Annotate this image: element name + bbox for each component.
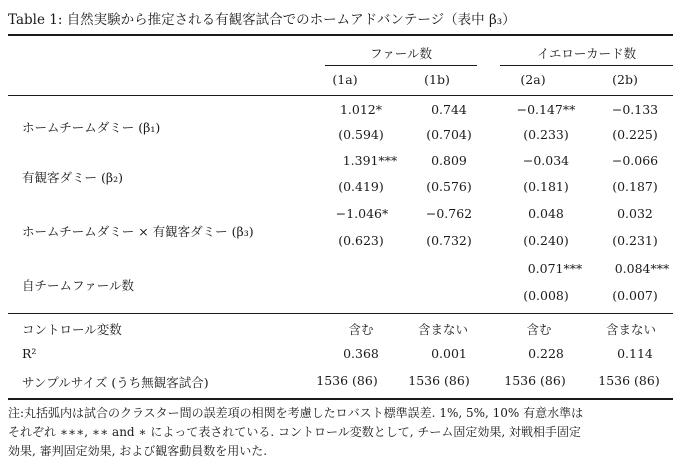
- stat-cell: 0.228: [528, 346, 564, 361]
- stat-cell: 含まない: [417, 322, 468, 337]
- coef-cell: 0.048: [528, 206, 564, 221]
- coef-cell: 0.032: [617, 206, 653, 221]
- se-cell: (0.576): [426, 179, 472, 194]
- stat-cell: 1536 (86): [504, 373, 566, 388]
- se-cell: (0.623): [338, 233, 384, 248]
- stat-label: サンプルサイズ (うち無観客試合): [22, 375, 209, 390]
- header-rule: [8, 95, 673, 96]
- row-label: ホームチームダミー × 有観客ダミー (β₃): [22, 224, 254, 239]
- row-label: ホームチームダミー (β₁): [22, 120, 161, 135]
- table-caption: [8, 8, 516, 28]
- stat-cell: 0.114: [617, 346, 653, 361]
- coef-cell: 1.012*: [339, 102, 383, 117]
- coef-cell: −0.762: [425, 206, 473, 221]
- bottom-rule: [8, 398, 673, 400]
- column-label: (1b): [424, 72, 450, 87]
- coef-cell: 1.391***: [342, 153, 398, 168]
- group-underline-fouls: [325, 65, 477, 66]
- table-notes: [8, 404, 678, 461]
- se-cell: (0.231): [612, 233, 658, 248]
- se-cell: (0.187): [612, 179, 658, 194]
- se-cell: (0.225): [612, 127, 658, 142]
- coef-cell: 0.744: [431, 102, 467, 117]
- column-label: (2b): [612, 72, 638, 87]
- coef-cell: 0.084***: [614, 261, 670, 276]
- se-cell: (0.240): [523, 233, 569, 248]
- stat-cell: 含まない: [605, 322, 656, 337]
- coef-cell: 0.071***: [527, 261, 583, 276]
- coef-cell: −0.133: [611, 102, 659, 117]
- stat-cell: 1536 (86): [408, 373, 470, 388]
- coef-cell: 0.809: [431, 153, 467, 168]
- column-label: (2a): [520, 72, 546, 87]
- stat-label: コントロール変数: [22, 322, 122, 337]
- se-cell: (0.704): [426, 127, 472, 142]
- se-cell: (0.732): [426, 233, 472, 248]
- se-cell: (0.008): [523, 288, 569, 303]
- coef-cell: −0.034: [522, 153, 570, 168]
- stat-cell: 1536 (86): [316, 373, 378, 388]
- se-cell: (0.007): [612, 288, 658, 303]
- stat-cell: 0.368: [343, 346, 379, 361]
- group-header-fouls: ファール数: [369, 46, 432, 61]
- stat-label: R²: [22, 346, 37, 361]
- note-line: 注:丸括弧内は試合のクラスター間の誤差項の相関を考慮したロバスト標準誤差. 1%, 5%, 10% 有意水準は: [8, 406, 584, 420]
- top-rule: [8, 34, 673, 36]
- stat-cell: 1536 (86): [598, 373, 660, 388]
- se-cell: (0.419): [338, 179, 384, 194]
- body-rule: [8, 313, 673, 314]
- column-label: (1a): [332, 72, 358, 87]
- row-label: 有観客ダミー (β₂): [22, 170, 123, 185]
- caption-label: Table 1:: [8, 12, 63, 28]
- note-line: 効果, 審判固定効果, および観客動員数を用いた.: [8, 444, 268, 458]
- note-line: それぞれ ∗∗∗, ∗∗ and ∗ によって表されている. コントロール変数として, チーム固定効果, 対戦相手固定: [8, 425, 582, 439]
- stat-cell: 0.001: [431, 346, 467, 361]
- stat-cell: 含む: [526, 322, 552, 337]
- group-underline-yellow-cards: [500, 65, 673, 66]
- coef-cell: −0.066: [611, 153, 659, 168]
- coef-cell: −1.046*: [335, 206, 389, 221]
- group-header-yellow-cards: イエローカード数: [536, 46, 637, 61]
- row-label: 自チームファール数: [22, 278, 135, 293]
- se-cell: (0.181): [523, 179, 569, 194]
- coef-cell: −0.147**: [516, 102, 576, 117]
- se-cell: (0.594): [338, 127, 384, 142]
- caption-text: 自然実験から推定される有観客試合でのホームアドバンテージ（表中 β₃）: [66, 12, 516, 28]
- se-cell: (0.233): [523, 127, 569, 142]
- stat-cell: 含む: [348, 322, 374, 337]
